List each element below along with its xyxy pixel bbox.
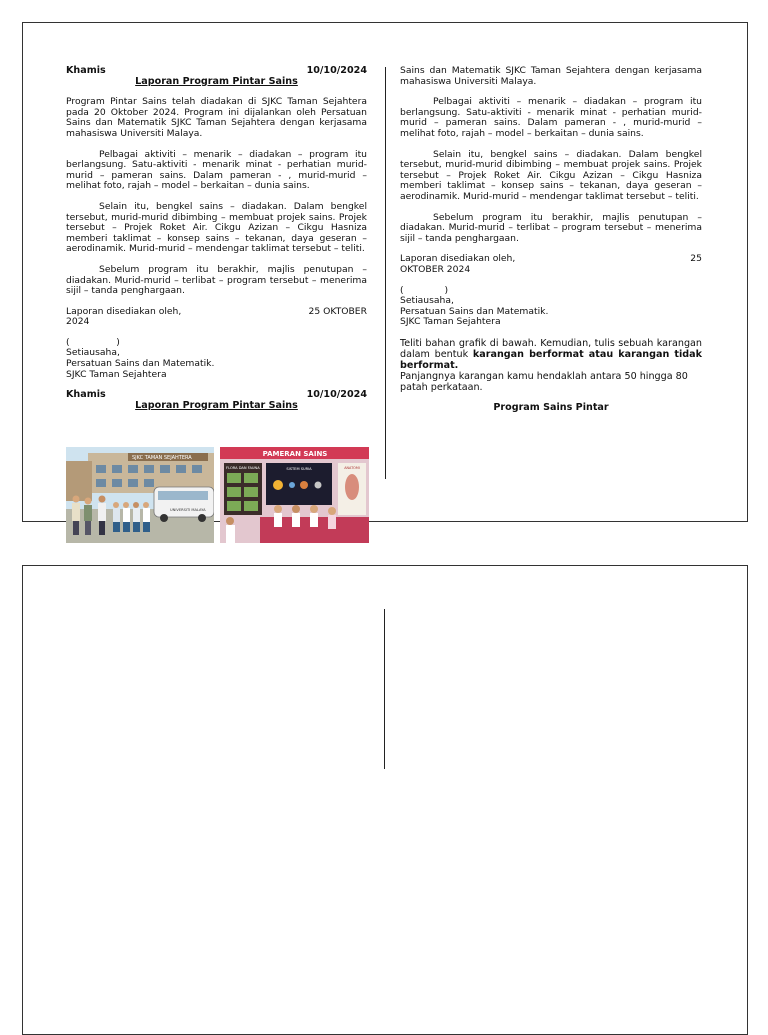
- report-title: Laporan Program Pintar Sains: [135, 75, 298, 87]
- document-page-2: [22, 565, 748, 1035]
- right-column: [400, 66, 702, 413]
- prepared-by-label-right: Laporan disediakan oleh,: [400, 253, 516, 265]
- paragraph-3: Selain itu, bengkel sains – diadakan. Dalam bengkel tersebut, murid-murid dibimbing – membuat projek sains. Projek tersebut – Projek Roket Air. Cikgu Azizan – Cikgu Hasniza memberi taklimat – konsep sains – tekanan, daya geseran – aerodinamik. Murid-murid – mendengar taklimat tersebut – teliti.: [66, 200, 367, 255]
- flora-fauna-text: FLORA DAN FAUNA: [225, 466, 260, 470]
- science-exhibition-image: [220, 447, 370, 543]
- day-label: Khamis: [66, 65, 106, 76]
- left-column: [66, 66, 367, 411]
- paragraph-4: Sebelum program itu berakhir, majlis penutupan – diadakan. Murid-murid – terlibat – program tersebut – menerima sijil – tanda penghargaan.: [66, 263, 367, 297]
- paragraph-3-right: Selain itu, bengkel sains – diadakan. Dalam bengkel tersebut, murid-murid dibimbing – membuat projek sains. Projek tersebut – Projek Roket Air. Cikgu Azizan – Cikgu Hasniza memberi taklimat – konsep sains – tekanan, daya geseran – aerodinamik. Murid-murid – mendengar taklimat tersebut – teliti.: [400, 148, 702, 202]
- task-length: Panjangnya karangan kamu hendaklah antara 50 hingga 80 patah perkataan.: [400, 370, 688, 393]
- signature-parentheses: ( ): [66, 336, 120, 348]
- signature-school: SJKC Taman Sejahtera: [66, 368, 167, 380]
- task-text-a: Teliti bahan grafik di bawah. Kemudian, tulis sebuah karangan dalam bentuk: [400, 337, 702, 360]
- school-scene-image: [66, 447, 216, 543]
- date-label: 10/10/2024: [306, 65, 367, 76]
- column-divider: [385, 67, 386, 479]
- signature-role: Setiausaha,: [66, 347, 120, 359]
- paragraph-2-right: Pelbagai aktiviti – menarik – diadakan – program itu berlangsung. Satu-aktiviti - menarik minat - perhatian murid-murid – pameran sains. Dalam pameran - , murid-murid – melihat foto, rajah – model – berkaitan – dunia sains.: [400, 96, 702, 139]
- prepared-month-year-right: OKTOBER 2024: [400, 263, 471, 275]
- graphic-illustration: [66, 447, 369, 543]
- paragraph-continued: Sains dan Matematik SJKC Taman Sejahtera dengan kerjasama mahasiswa Universiti Malaya.: [400, 65, 702, 87]
- prepared-by-line: [66, 307, 367, 318]
- bus-text: UNIVERSITI MALAYA: [170, 508, 206, 512]
- report-title-2: Laporan Program Pintar Sains: [135, 399, 298, 411]
- anatomy-text: ANATOMI: [343, 466, 360, 470]
- exhibition-title-text: PAMERAN SAINS: [262, 450, 327, 458]
- signature-parentheses-right: ( ): [400, 284, 449, 296]
- prepared-date-right: 25: [690, 253, 702, 265]
- column-divider-page-2: [384, 609, 385, 769]
- date-line: [66, 66, 367, 77]
- prepared-by-label: Laporan disediakan oleh,: [66, 305, 182, 317]
- day-label-2: Khamis: [66, 389, 106, 401]
- signature-society: Persatuan Sains dan Matematik.: [66, 358, 215, 370]
- signature-role-right: Setiausaha,: [400, 295, 454, 307]
- paragraph-1: Program Pintar Sains telah diadakan di SJKC Taman Sejahtera pada 20 Oktober 2024. Program ini dijalankan oleh Persatuan Sains dan Matematik SJKC Taman Sejahtera dengan kerjasama mahasiswa Universiti Malaya.: [66, 96, 367, 139]
- school-sign-text: SJKC TAMAN SEJAHTERA: [132, 455, 192, 461]
- prepared-year: 2024: [66, 316, 90, 328]
- paragraph-2: Pelbagai aktiviti – menarik – diadakan – program itu berlangsung. Satu-aktiviti - menarik minat - perhatian murid-murid – pameran sains. Dalam pameran - , murid-murid – melihat foto, rajah – model – berkaitan – dunia sains.: [66, 148, 367, 192]
- task-instruction: [400, 338, 702, 371]
- signature-society-right: Persatuan Sains dan Matematik.: [400, 305, 549, 317]
- program-heading: Program Sains Pintar: [493, 401, 609, 413]
- date-label-2: 10/10/2024: [306, 389, 367, 401]
- task-text-bold: karangan berformat atau karangan tidak berformat.: [400, 348, 702, 371]
- paragraph-4-right: Sebelum program itu berakhir, majlis penutupan – diadakan. Murid-murid – terlibat – program tersebut – menerima sijil – tanda penghargaan.: [400, 211, 702, 244]
- prepared-date: 25 OKTOBER: [308, 305, 367, 317]
- solar-system-text: SISTEM SURIA: [285, 467, 312, 471]
- signature-school-right: SJKC Taman Sejahtera: [400, 316, 501, 328]
